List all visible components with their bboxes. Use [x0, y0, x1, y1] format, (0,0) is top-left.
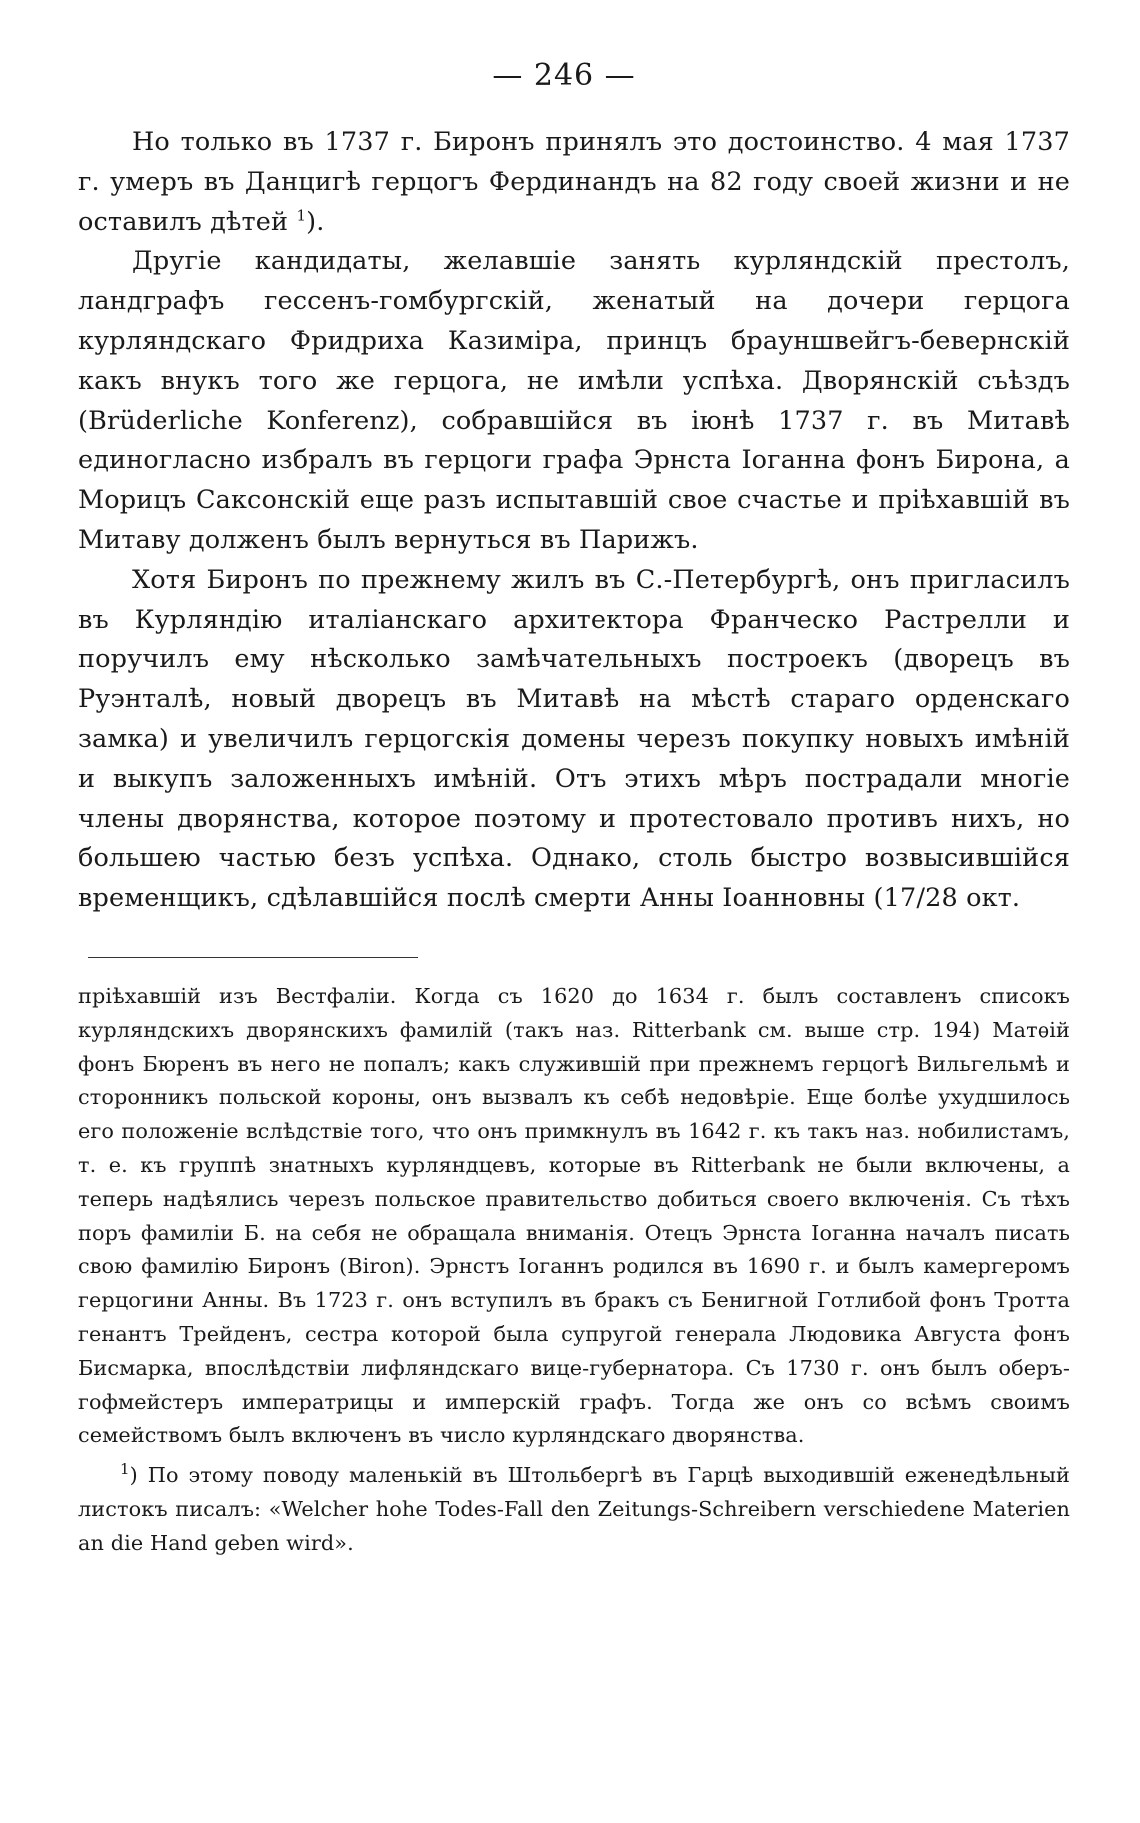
footnotes	[78, 980, 1070, 1561]
paragraph-1	[78, 123, 1070, 242]
footnote-continued: пріѣхавшій изъ Вестфаліи. Когда съ 1620 до 1634 г. былъ составленъ списокъ курляндскихъ дворянскихъ фамилій (такъ наз. Ritterbank см. выше стр. 194) Матѳій фонъ Бюренъ въ него не попалъ; какъ служившій при прежнемъ герцогѣ Вильгельмѣ и сторонникъ польской короны, онъ вызвалъ къ себѣ недовѣріе. Еще болѣе ухудшилось его положеніе вслѣдствіе того, что онъ примкнулъ въ 1642 г. къ такъ наз. нобилистамъ, т. е. къ группѣ знатныхъ курляндцевъ, которые въ Ritterbank не были включены, а теперь надѣялись черезъ польское правительство добиться своего включенія. Съ тѣхъ поръ фамиліи Б. на себя не обращала вниманія. Отецъ Эрнста Іоганна началъ писать свою фамилію Биронъ (Biron). Эрнстъ Іоганнъ родился въ 1690 г. и былъ камергеромъ герцогини Анны. Въ 1723 г. онъ вступилъ въ бракъ съ Бенигной Готлибой фонъ Тротта генантъ Трейденъ, сестра которой была супругой генерала Людовика Августа фонъ Бисмарка, впослѣдствіи лифляндскаго вице-губернатора. Съ 1730 г. онъ былъ оберъ-гофмейстеръ императрицы и имперскій графъ. Тогда же онъ со всѣмъ своимъ семействомъ былъ включенъ въ число курляндскаго дворянства.	[78, 983, 1070, 1448]
page-number: — 246 —	[492, 58, 636, 93]
footnote-1-text: ) По этому поводу маленькій въ Штольбергѣ въ Гарцѣ выходившій еженедѣльный листокъ писалъ: «Welcher hohe Todes-Fall den Zeitungs-Schreibern verschiedene Materien an die Hand geben wird».	[78, 1463, 1070, 1555]
footnote-divider	[88, 957, 418, 958]
footnote-1	[78, 1459, 1070, 1560]
paragraph-3: Хотя Биронъ по прежнему жилъ въ С.-Петербургѣ, онъ пригласилъ въ Курляндію италіанскаго архитектора Франческо Растрелли и поручилъ ему нѣсколько замѣчательныхъ построекъ (дворецъ въ Руэнталѣ, новый дворецъ въ Митавѣ на мѣстѣ стараго орденскаго замка) и увеличилъ герцогскія домены черезъ покупку новыхъ имѣній и выкупъ заложенныхъ имѣній. Отъ этихъ мѣръ пострадали многіе члены дворянства, которое поэтому и протестовало противъ нихъ, но большею частью безъ успѣха. Однако, столь быстро возвысившійся временщикъ, сдѣлавшійся послѣ смерти Анны Іоанновны (17/28 окт.	[78, 564, 1070, 914]
paragraph-1-end: ).	[306, 206, 325, 237]
paragraph-1-text: Но только въ 1737 г. Биронъ принялъ это достоинство. 4 мая 1737 г. умеръ въ Данцигѣ герцогъ Фердинандъ на 82 году своей жизни и не оставилъ дѣтей	[78, 127, 1070, 237]
footnote-1-marker: 1	[120, 1460, 130, 1479]
paragraph-2: Другіе кандидаты, желавшіе занять курляндскій престолъ, ландграфъ гессенъ-гомбургскій, женатый на дочери герцога курляндскаго Фридриха Казиміра, принцъ брауншвейгъ-бевернскій какъ внукъ того же герцога, не имѣли успѣха. Дворянскій съѣздъ (Brüderliche Konferenz), собравшійся въ іюнѣ 1737 г. въ Митавѣ единогласно избралъ въ герцоги графа Эрнста Іоганна фонъ Бирона, а Морицъ Саксонскій еще разъ испытавшій свое счастье и пріѣхавшій въ Митаву долженъ былъ вернуться въ Парижъ.	[78, 246, 1070, 555]
footnote-ref-1: 1	[296, 206, 307, 225]
main-text	[78, 123, 1070, 919]
